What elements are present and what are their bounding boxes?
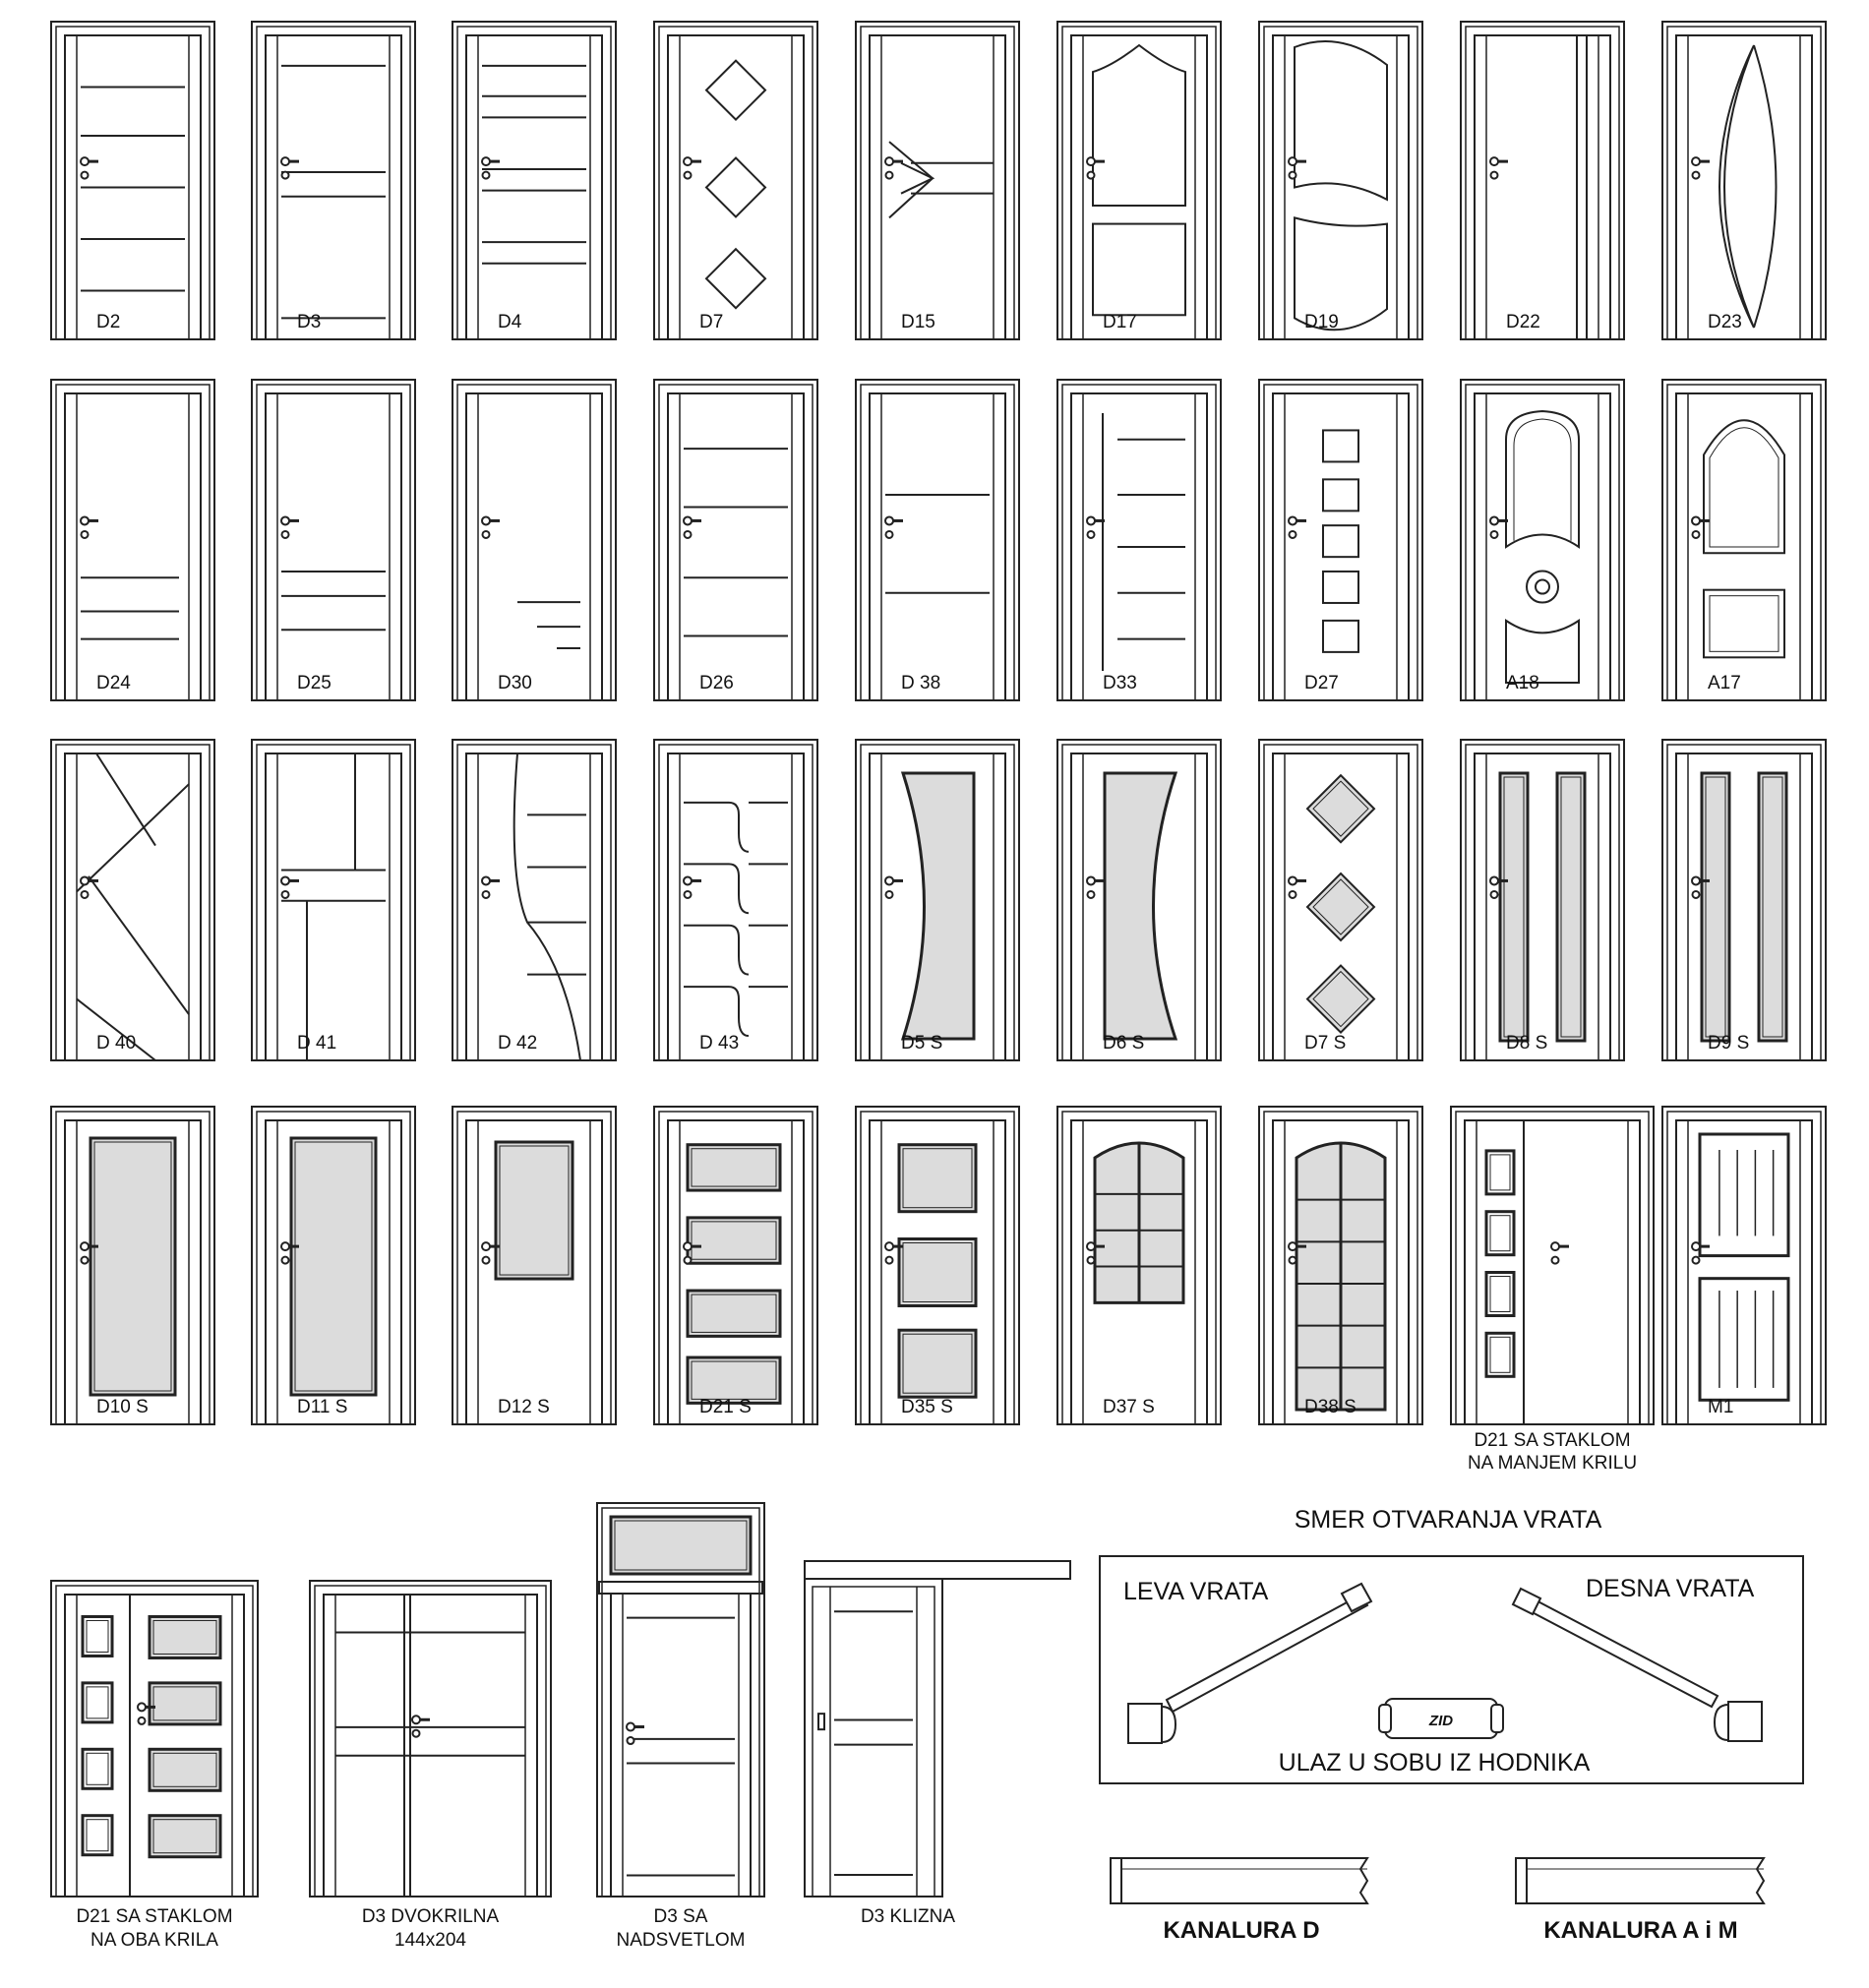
door-code-label: D 40 <box>96 1033 137 1054</box>
door-grid <box>51 22 1826 1474</box>
door-code-label: D7 S <box>1304 1033 1347 1054</box>
door-d-41 <box>252 740 415 1060</box>
right-door-swing <box>1513 1589 1762 1741</box>
left-door-label: LEVA VRATA <box>1123 1578 1269 1605</box>
door-d21-s <box>654 1107 817 1424</box>
door-d26 <box>654 380 817 700</box>
door-code-label: D5 S <box>901 1033 943 1054</box>
door-code-label: D37 S <box>1103 1397 1155 1417</box>
profile-kanalura-am <box>1516 1858 1764 1903</box>
door-d-42 <box>452 740 616 1060</box>
door-d-38 <box>856 380 1019 700</box>
door-d-43 <box>654 740 817 1060</box>
door-code-label: D23 <box>1708 312 1742 332</box>
door-code-label: D9 S <box>1708 1033 1750 1054</box>
door-d15 <box>856 22 1019 339</box>
door-d35-s <box>856 1107 1019 1424</box>
door-d19 <box>1259 22 1422 339</box>
profile-kanalura-d <box>1111 1858 1367 1903</box>
door-code-label: D10 S <box>96 1397 149 1417</box>
door-code-label: D35 S <box>901 1397 953 1417</box>
door-d7-s <box>1259 740 1422 1060</box>
wall-label: ZID <box>1428 1713 1454 1729</box>
door-code-label: D21 S <box>699 1397 752 1417</box>
door-d21-double-glass <box>51 1581 258 1951</box>
door-d37-s <box>1057 1107 1221 1424</box>
door-d38-s <box>1259 1107 1422 1424</box>
door-d22 <box>1461 22 1624 339</box>
door-d8-s <box>1461 740 1624 1060</box>
door-a18 <box>1461 380 1624 700</box>
door-d23 <box>1662 22 1826 339</box>
right-door-label: DESNA VRATA <box>1586 1575 1755 1602</box>
door-code-label-2: NA MANJEM KRILU <box>1467 1453 1638 1474</box>
door-code-label: D 43 <box>699 1033 740 1054</box>
door-code-label: D6 S <box>1103 1033 1145 1054</box>
door-code-label: D8 S <box>1506 1033 1548 1054</box>
door-d11-s <box>252 1107 415 1424</box>
door-code-label: D25 <box>297 673 332 693</box>
special-caption-4: D3 KLIZNA <box>860 1906 956 1927</box>
door-code-label: D4 <box>498 312 522 332</box>
door-d27 <box>1259 380 1422 700</box>
door-code-label: D26 <box>699 673 734 693</box>
door-code-label: D19 <box>1304 312 1339 332</box>
special-caption-2b: 144x204 <box>394 1930 466 1951</box>
door-code-label: D 41 <box>297 1033 337 1054</box>
door-code-label: D38 S <box>1304 1397 1357 1417</box>
door-code-label: A18 <box>1506 673 1539 693</box>
door-d3 <box>252 22 415 339</box>
door-code-label: D15 <box>901 312 935 332</box>
opening-direction-panel <box>1100 1506 1803 1783</box>
door-code-label: D24 <box>96 673 131 693</box>
door-code-label: D 42 <box>498 1033 538 1054</box>
door-d25 <box>252 380 415 700</box>
door-code-label: A17 <box>1708 673 1741 693</box>
door-d17 <box>1057 22 1221 339</box>
left-door-swing <box>1128 1584 1371 1743</box>
special-caption-2: D3 DVOKRILNA <box>361 1906 500 1927</box>
door-code-label: D30 <box>498 673 532 693</box>
door-code-label: D27 <box>1304 673 1339 693</box>
door-d3-sliding <box>805 1561 1070 1927</box>
special-caption-3: D3 SA <box>653 1906 708 1927</box>
door-code-label: D12 S <box>498 1397 550 1417</box>
door-code-label: D21 SA STAKLOM <box>1474 1430 1631 1451</box>
profile-am-label: KANALURA A i M <box>1543 1917 1738 1944</box>
special-caption-1b: NA OBA KRILA <box>90 1930 218 1951</box>
door-d24 <box>51 380 214 700</box>
door-d5-s <box>856 740 1019 1060</box>
door-d12-s <box>452 1107 616 1424</box>
door-code-label: D17 <box>1103 312 1137 332</box>
door-d21-sa-staklom <box>1451 1107 1654 1474</box>
special-doors <box>51 1503 1070 1951</box>
door-d30 <box>452 380 616 700</box>
door-code-label: D3 <box>297 312 322 332</box>
door-d9-s <box>1662 740 1826 1060</box>
door-code-label: D33 <box>1103 673 1137 693</box>
door-d7 <box>654 22 817 339</box>
door-d2 <box>51 22 214 339</box>
door-code-label: D22 <box>1506 312 1540 332</box>
door-d10-s <box>51 1107 214 1424</box>
door-code-label: M1 <box>1708 1397 1734 1417</box>
door-code-label: D11 S <box>297 1397 348 1417</box>
door-d4 <box>452 22 616 339</box>
door-d6-s <box>1057 740 1221 1060</box>
special-caption-3b: NADSVETLOM <box>616 1930 746 1951</box>
door-d3-transom <box>597 1503 764 1951</box>
door-d3-double <box>310 1581 551 1951</box>
door-m1 <box>1662 1107 1826 1424</box>
door-d33 <box>1057 380 1221 700</box>
entry-label: ULAZ U SOBU IZ HODNIKA <box>1278 1749 1591 1777</box>
door-a17 <box>1662 380 1826 700</box>
door-d-40 <box>51 740 214 1060</box>
profile-d-label: KANALURA D <box>1163 1917 1320 1944</box>
door-code-label: D2 <box>96 312 121 332</box>
opening-title: SMER OTVARANJA VRATA <box>1294 1506 1602 1534</box>
wall-symbol <box>1379 1699 1503 1738</box>
door-code-label: D 38 <box>901 673 941 693</box>
special-caption-1: D21 SA STAKLOM <box>76 1906 233 1927</box>
door-code-label: D7 <box>699 312 724 332</box>
